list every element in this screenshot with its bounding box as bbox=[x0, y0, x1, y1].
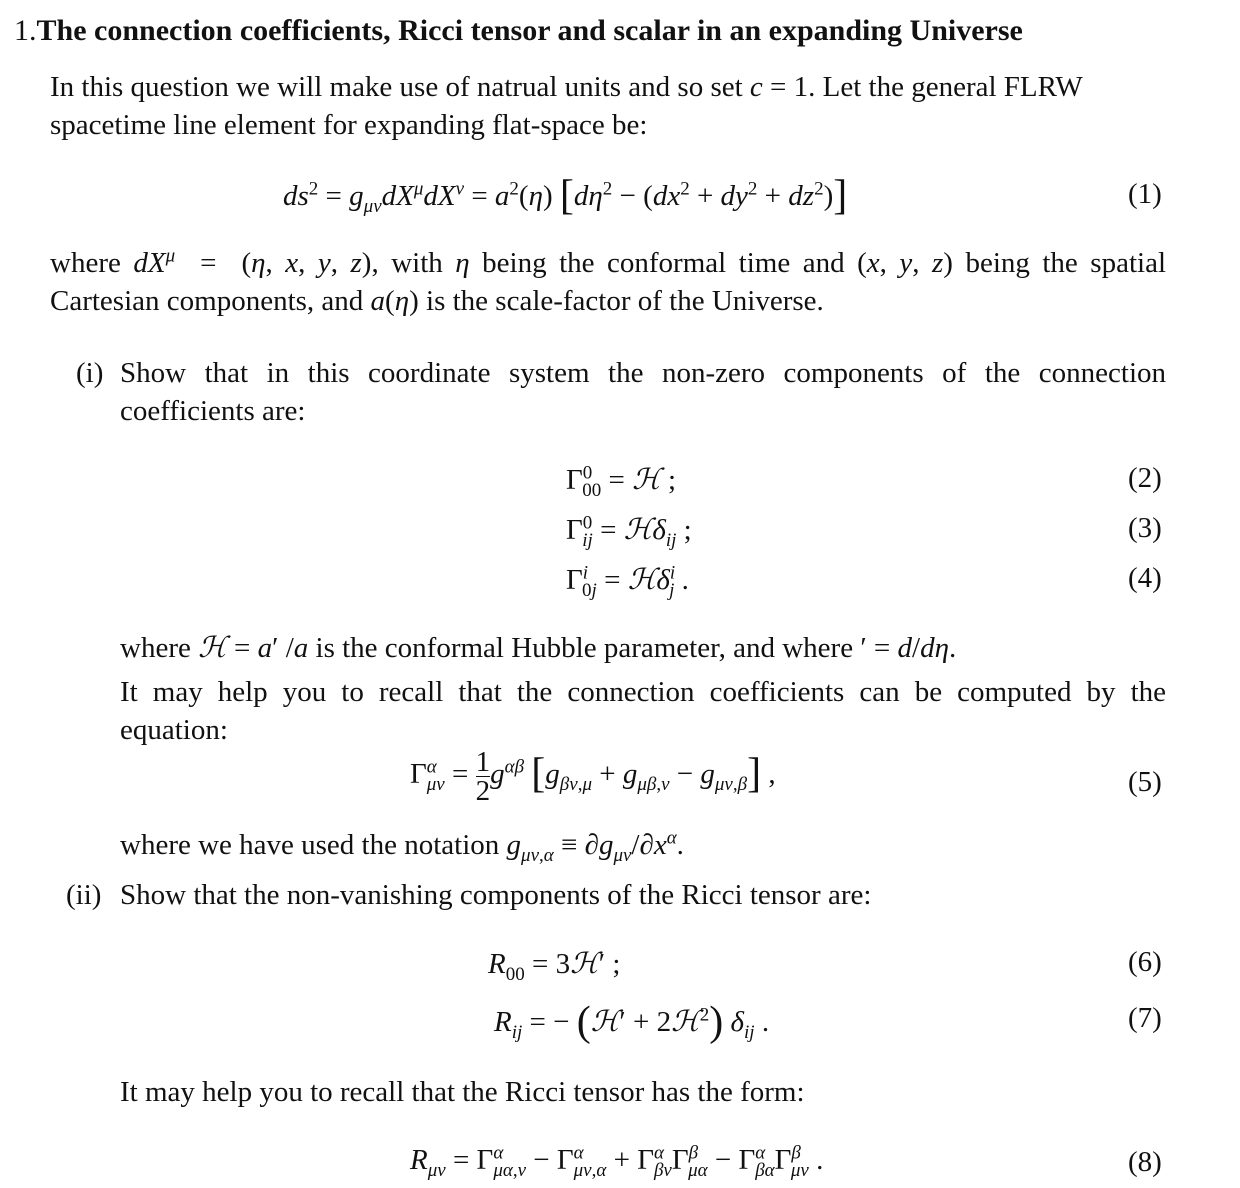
equation-7-number: (7) bbox=[1128, 1002, 1162, 1034]
after-eq1-line-2: Cartesian components, and a(η) is the scale-factor of the Universe. bbox=[50, 285, 824, 317]
equation-5-number: (5) bbox=[1128, 766, 1162, 798]
part-ii-line-1: Show that the non-vanishing components of the Ricci tensor are: bbox=[120, 879, 872, 911]
intro-line-1: In this question we will make use of natrual units and so set c = 1. Let the general FLRW bbox=[50, 71, 1083, 103]
hubble-definition: where ℋ = a′ /a is the conformal Hubble parameter, and where ′ = d/dη. bbox=[120, 630, 957, 664]
question-title bbox=[14, 14, 1023, 48]
equation-7: $R_{ij}$ = − (ℋ′ + 2ℋ$^2$) $\delta_{ij}$ . bbox=[494, 999, 770, 1045]
equation-8: $R_{\mu\nu} = \Gamma^\alpha_{\mu\alpha,\nu} - \Gamma^\alpha_{\mu\nu,\alpha} + \Gamma^\alpha_{\beta\nu}\Gamma^\beta_{\mu\alpha} - \Gamma^\alpha_{\beta\alpha}\Gamma^\beta_{\mu\nu}$ . bbox=[410, 1142, 824, 1181]
recall-ricci-line: It may help you to recall that the Ricci tensor has the form: bbox=[120, 1076, 805, 1108]
equation-4-number: (4) bbox=[1128, 562, 1162, 594]
equation-2: $\Gamma^0_{00}$ = ℋ ; bbox=[566, 462, 677, 501]
equation-3-number: (3) bbox=[1128, 512, 1162, 544]
equation-5: $\Gamma^\alpha_{\mu\nu}$ = $\frac{1}{2}$ $g^{\alpha\beta}$ $[g_{\beta\nu,\mu} + g_{\mu\beta,\nu} - g_{\mu\nu,\beta}]$ , bbox=[410, 746, 776, 807]
notation-line: where we have used the notation $g_{\mu\nu,\alpha} \equiv \partial g_{\mu\nu}/\partial x^\alpha$. bbox=[120, 827, 684, 866]
part-i-label: (i) bbox=[76, 357, 104, 389]
question-title-text: The connection coefficients, Ricci tensor and scalar in an expanding Universe bbox=[36, 14, 1023, 47]
equation-6: $R_{00}$ = 3ℋ′ ; bbox=[488, 946, 621, 985]
equation-1-number: (1) bbox=[1128, 178, 1162, 210]
recall-connection-line-1: It may help you to recall that the connection coefficients can be computed by the bbox=[120, 676, 1166, 708]
after-eq1-line-1: where $dX^\mu = (\eta$, x, y, z), with η being the conformal time and (x, y, z) being the spatial bbox=[50, 245, 1167, 279]
equation-4: $\Gamma^i_{0j}$ = ℋδ$^i_j$ . bbox=[566, 562, 689, 601]
recall-connection-line-2: equation: bbox=[120, 714, 228, 746]
equation-1: $ds^2 = g_{\mu\nu}dX^\mu dX^\nu = a^2(\eta) [d\eta^2 - (dx^2 + dy^2 + dz^2)]$ bbox=[283, 173, 848, 219]
part-ii-label: (ii) bbox=[66, 879, 102, 911]
part-i-line-1: Show that in this coordinate system the non-zero components of the connection bbox=[120, 357, 1166, 389]
equation-8-number: (8) bbox=[1128, 1146, 1162, 1178]
equation-6-number: (6) bbox=[1128, 946, 1162, 978]
part-i-line-2: coefficients are: bbox=[120, 395, 306, 427]
intro-line-2: spacetime line element for expanding flat-space be: bbox=[50, 109, 648, 141]
equation-2-number: (2) bbox=[1128, 462, 1162, 494]
equation-3: $\Gamma^0_{ij}$ = ℋδ$_{ij}$ ; bbox=[566, 512, 692, 551]
question-number: 1. bbox=[14, 14, 37, 47]
